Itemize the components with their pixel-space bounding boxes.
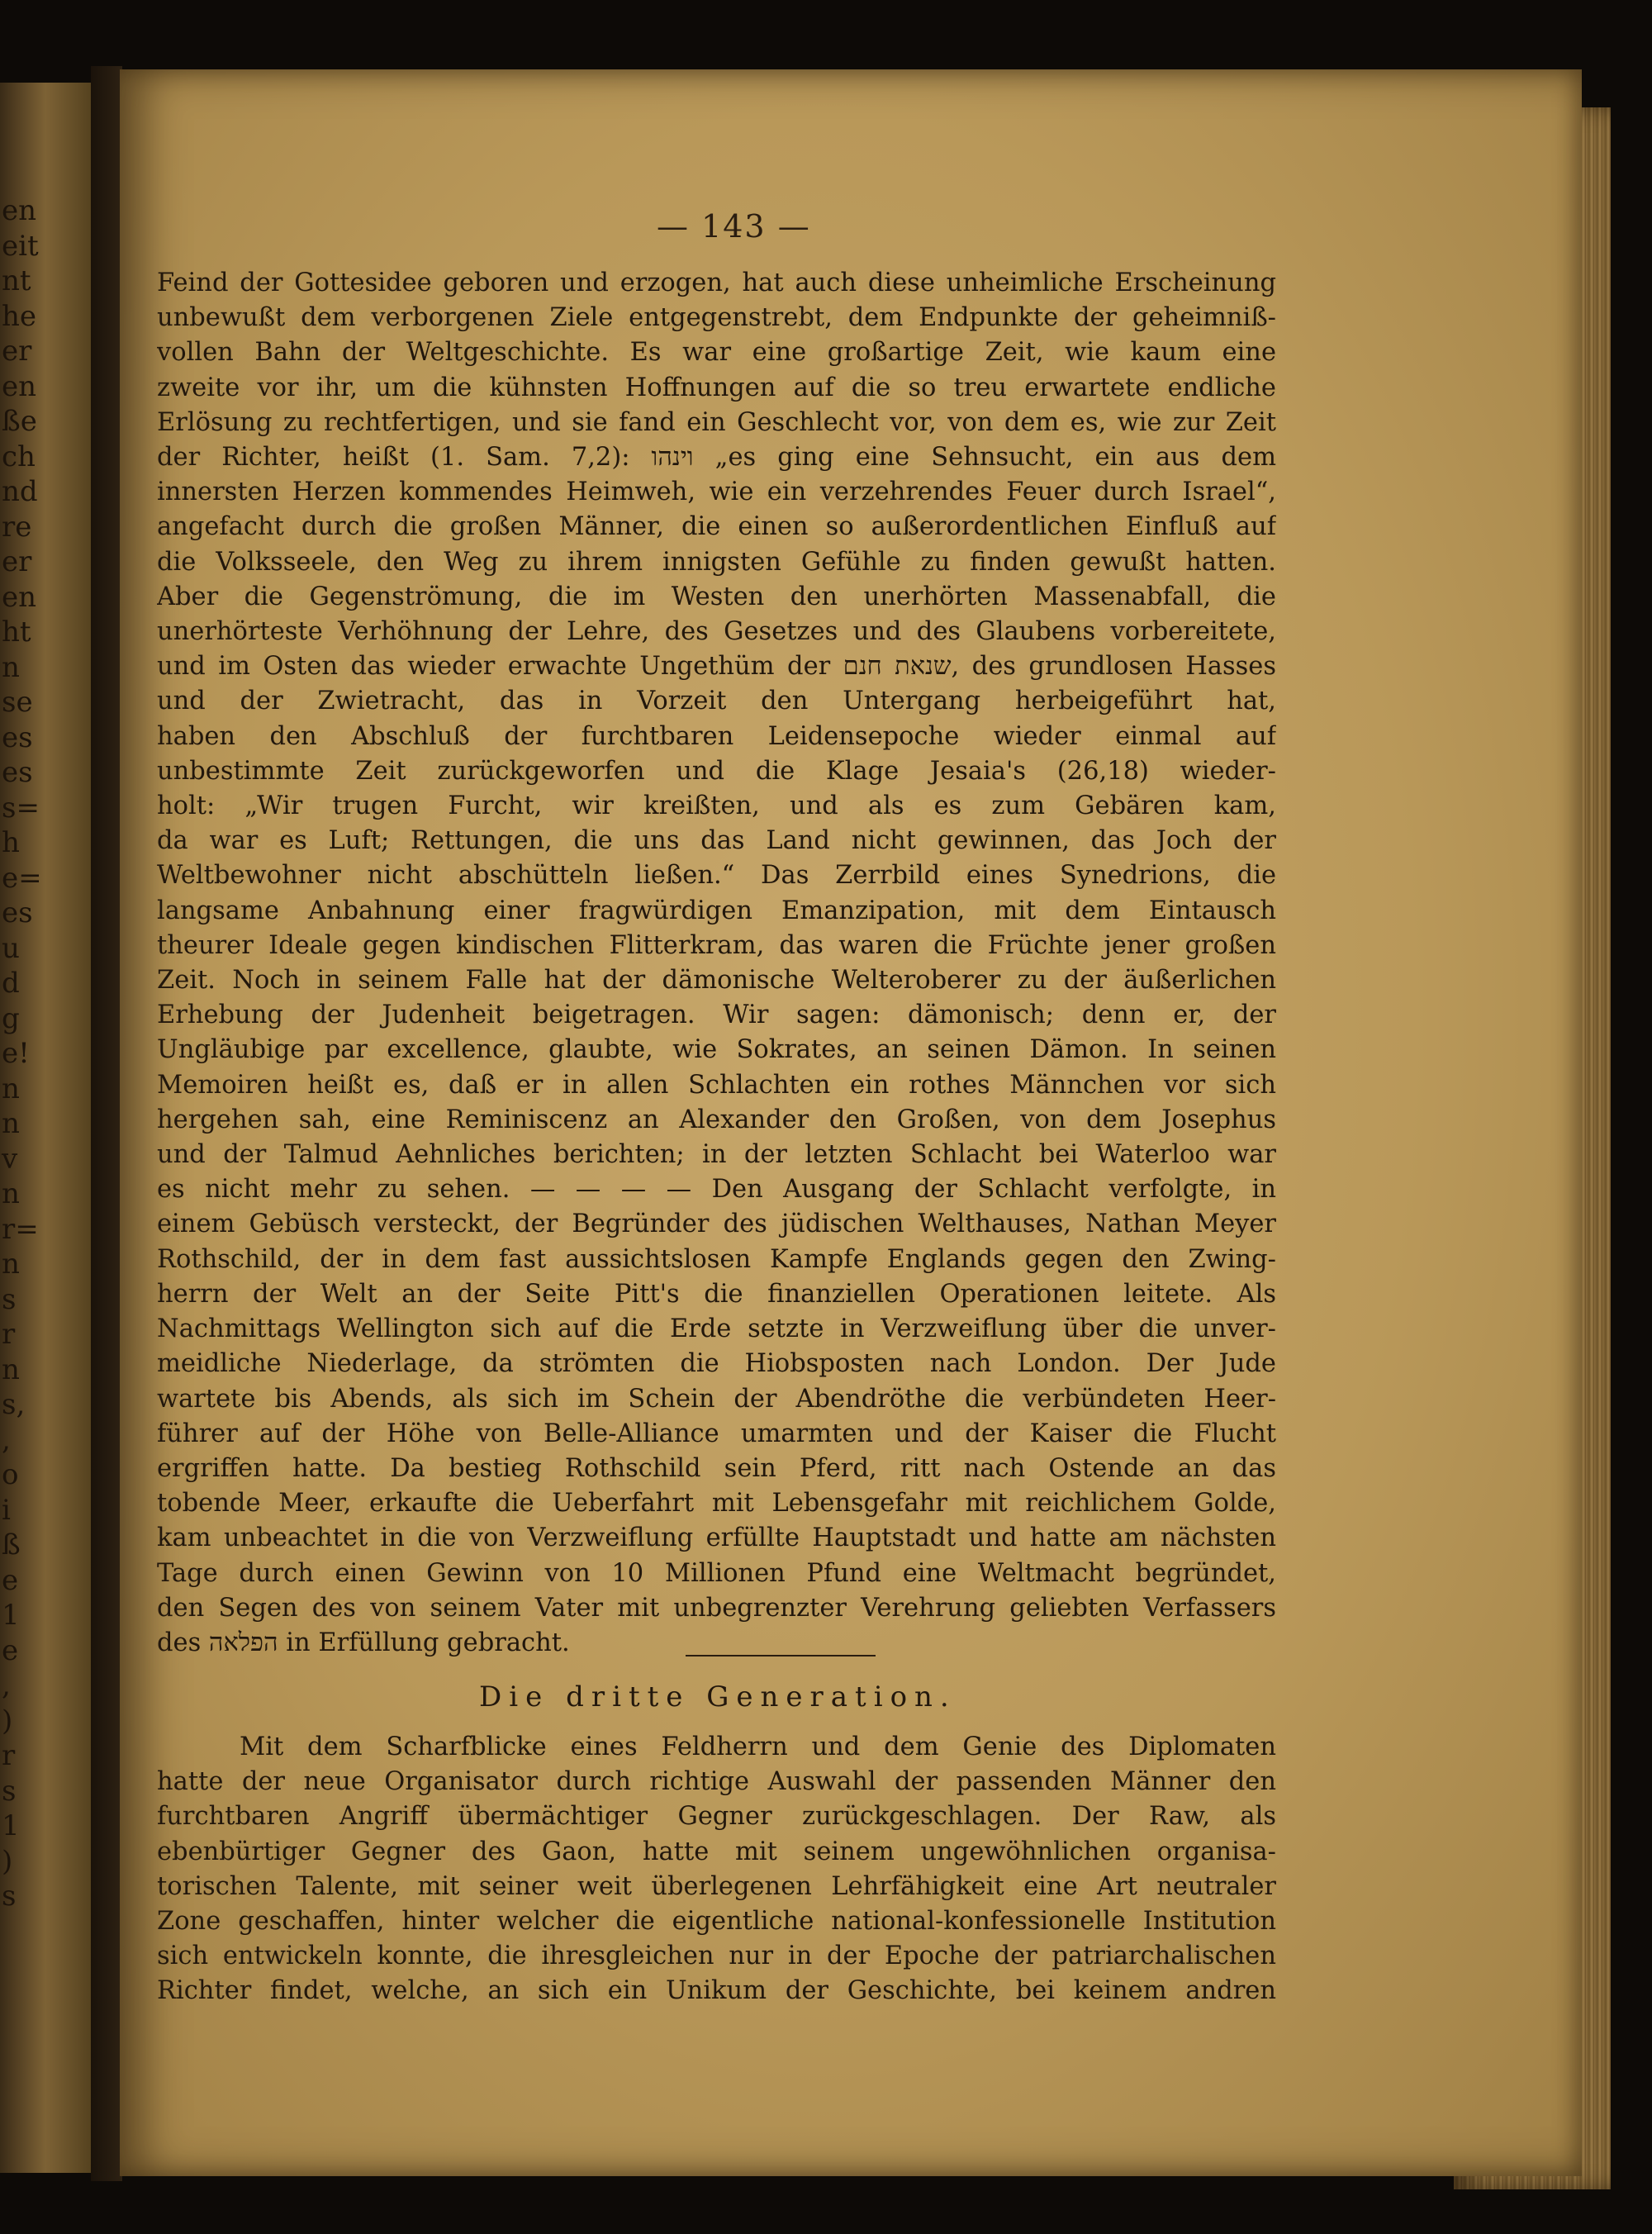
text-line: kam unbeachtet in die von Verzweiflung erfüllte Hauptstadt und hatte am nächsten bbox=[157, 1523, 1276, 1553]
text-line: Zeit. Noch in seinem Falle hat der dämonische Welteroberer zu der äußerlichen bbox=[157, 966, 1276, 996]
previous-page-fragment: u bbox=[2, 931, 20, 965]
text-line: Memoiren heißt es, daß er in allen Schlachten ein rothes Männchen vor sich bbox=[157, 1070, 1276, 1100]
body-text bbox=[157, 266, 1276, 1661]
section-body-text bbox=[157, 1730, 1276, 2009]
previous-page-fragment: , bbox=[2, 1423, 11, 1457]
text-line: herrn der Welt an der Seite Pitt's die finanziellen Operationen leitete. Als bbox=[157, 1279, 1276, 1309]
previous-page-fragment: ß bbox=[2, 1528, 21, 1561]
text-line: innersten Herzen kommendes Heimweh, wie ein verzehrendes Feuer durch Israel“, bbox=[157, 478, 1276, 507]
previous-page-fragment: s bbox=[2, 1774, 17, 1808]
text-line: Aber die Gegenströmung, die im Westen den unerhörten Massenabfall, die bbox=[157, 582, 1276, 611]
text-line: torischen Talente, mit seiner weit überlegenen Lehrfähigkeit eine Art neutraler bbox=[157, 1871, 1276, 1901]
text-line: furchtbaren Angriff übermächtiger Gegner zurückgeschlagen. Der Raw, als bbox=[157, 1802, 1276, 1832]
previous-page-fragment: n bbox=[2, 1072, 20, 1105]
previous-page-fragment: r bbox=[2, 1739, 16, 1772]
previous-page-fragment: d bbox=[2, 967, 20, 1000]
previous-page-fragment: he bbox=[2, 299, 37, 333]
text-line: zweite vor ihr, um die kühnsten Hoffnungen auf die so treu erwartete endliche bbox=[157, 373, 1276, 402]
text-line: führer auf der Höhe von Belle-Alliance umarmten und der Kaiser die Flucht bbox=[157, 1419, 1276, 1448]
text-line: Richter findet, welche, an sich ein Unikum der Geschichte, bei keinem andren bbox=[157, 1976, 1276, 2006]
text-line: sich entwickeln konnte, die ihresgleichen nur in der Epoche der patriarchalischen bbox=[157, 1942, 1276, 1971]
text-line: Tage durch einen Gewinn von 10 Millionen Pfund eine Weltmacht begründet, bbox=[157, 1558, 1276, 1588]
text-line: unbewußt dem verborgenen Ziele entgegenstrebt, dem Endpunkte der geheimniß- bbox=[157, 303, 1276, 333]
text-line: und im Osten das wieder erwachte Ungethüm der שנאת חנם, des grundlosen Hasses bbox=[157, 652, 1276, 682]
text-line: Zone geschaffen, hinter welcher die eigentliche national-konfessionelle Institution bbox=[157, 1907, 1276, 1937]
previous-page-fragment: s= bbox=[2, 791, 40, 825]
text-line: einem Gebüsch versteckt, der Begründer des jüdischen Welthauses, Nathan Meyer bbox=[157, 1210, 1276, 1239]
text-line: Nachmittags Wellington sich auf die Erde setzte in Verzweiflung über die unver- bbox=[157, 1314, 1276, 1344]
previous-page-fragment: n bbox=[2, 1107, 20, 1140]
previous-page-fragment: n bbox=[2, 1352, 20, 1386]
previous-page-fragment: er bbox=[2, 335, 32, 368]
text-line: angefacht durch die großen Männer, die einen so außerordentlichen Einfluß auf bbox=[157, 512, 1276, 542]
text-line: ergriffen hatte. Da bestieg Rothschild sein Pferd, ritt nach Ostende an das bbox=[157, 1453, 1276, 1483]
previous-page-fragment: eit bbox=[2, 229, 39, 263]
text-line: vollen Bahn der Weltgeschichte. Es war eine großartige Zeit, wie kaum eine bbox=[157, 338, 1276, 368]
text-line: theurer Ideale gegen kindischen Flitterkram, das waren die Früchte jener großen bbox=[157, 930, 1276, 960]
text-line: Rothschild, der in dem fast aussichtslosen Kampfe Englands gegen den Zwing- bbox=[157, 1244, 1276, 1274]
previous-page-fragment: r bbox=[2, 1318, 16, 1351]
page-number: — 143 — bbox=[657, 208, 811, 245]
text-line: des הפלאה in Erfüllung gebracht. bbox=[157, 1628, 570, 1657]
previous-page-fragment: en bbox=[2, 194, 37, 227]
previous-page-edge bbox=[0, 83, 91, 2173]
previous-page-fragment: e! bbox=[2, 1037, 30, 1070]
previous-page-fragment: e bbox=[2, 1563, 19, 1597]
text-line: ebenbürtiger Gegner des Gaon, hatte mit seinem ungewöhnlichen organisa- bbox=[157, 1837, 1276, 1866]
book-gutter bbox=[91, 66, 122, 2181]
text-line: Weltbewohner nicht abschütteln ließen.“ Das Zerrbild eines Synedrions, die bbox=[157, 861, 1276, 891]
previous-page-fragment: n bbox=[2, 1248, 20, 1281]
text-line: und der Talmud Aehnliches berichten; in der letzten Schlacht bei Waterloo war bbox=[157, 1140, 1276, 1170]
previous-page-fragment: n bbox=[2, 650, 20, 684]
text-line: unerhörteste Verhöhnung der Lehre, des Gesetzes und des Glaubens vorbereitete, bbox=[157, 617, 1276, 647]
previous-page-fragment: o bbox=[2, 1458, 19, 1491]
text-line: haben den Abschluß der furchtbaren Leidensepoche wieder einmal auf bbox=[157, 721, 1276, 751]
previous-page-fragment: ) bbox=[2, 1844, 13, 1878]
previous-page-fragment: re bbox=[2, 510, 32, 544]
text-line: Erhebung der Judenheit beigetragen. Wir sagen: dämonisch; denn er, der bbox=[157, 1001, 1276, 1030]
previous-page-fragment: s bbox=[2, 1282, 17, 1316]
text-line: den Segen des von seinem Vater mit unbegrenzter Verehrung geliebten Verfassers bbox=[157, 1593, 1276, 1623]
previous-page-fragment: s bbox=[2, 1880, 17, 1913]
previous-page-fragment: nt bbox=[2, 264, 31, 297]
previous-page-fragment: en bbox=[2, 580, 37, 614]
previous-page-fragment: ße bbox=[2, 405, 37, 438]
previous-page-fragment: n bbox=[2, 1177, 20, 1210]
previous-page-fragment: ) bbox=[2, 1704, 13, 1737]
text-line: unbestimmte Zeit zurückgeworfen und die Klage Jesaia's (26,18) wieder- bbox=[157, 756, 1276, 786]
previous-page-fragment: i bbox=[2, 1493, 11, 1527]
text-line: es nicht mehr zu sehen. — — — — Den Ausgang der Schlacht verfolgte, in bbox=[157, 1175, 1276, 1205]
previous-page-fragment: , bbox=[2, 1669, 11, 1702]
text-line: hatte der neue Organisator durch richtige Auswahl der passenden Männer den bbox=[157, 1767, 1276, 1797]
text-line: wartete bis Abends, als sich im Schein der Abendröthe die verbündeten Heer- bbox=[157, 1384, 1276, 1414]
text-line: langsame Anbahnung einer fragwürdigen Emanzipation, mit dem Eintausch bbox=[157, 896, 1276, 925]
previous-page-fragment: g bbox=[2, 1001, 20, 1035]
section-divider bbox=[686, 1655, 876, 1656]
previous-page-fragment: v bbox=[2, 1142, 18, 1176]
text-line: tobende Meer, erkaufte die Ueberfahrt mit Lebensgefahr mit reichlichem Golde, bbox=[157, 1489, 1276, 1519]
previous-page-fragment: e= bbox=[2, 861, 42, 895]
previous-page-fragment: er bbox=[2, 545, 32, 578]
previous-page-fragment: es bbox=[2, 720, 33, 754]
text-line: und der Zwietracht, das in Vorzeit den Untergang herbeigeführt hat, bbox=[157, 687, 1276, 716]
text-line: die Volksseele, den Weg zu ihrem innigsten Gefühle zu finden gewußt hatten. bbox=[157, 547, 1276, 577]
previous-page-fragment: ch bbox=[2, 440, 36, 473]
text-line: meidliche Niederlage, da strömten die Hiobsposten nach London. Der Jude bbox=[157, 1349, 1276, 1379]
text-line: hergehen sah, eine Reminiscenz an Alexander den Großen, von dem Josephus bbox=[157, 1105, 1276, 1134]
section-heading: Die dritte Generation. bbox=[479, 1680, 957, 1714]
text-line: Erlösung zu rechtfertigen, und sie fand ein Geschlecht vor, von dem es, wie zur Zeit bbox=[157, 407, 1276, 437]
previous-page-fragment: nd bbox=[2, 475, 38, 508]
previous-page-fragment: es bbox=[2, 756, 33, 789]
text-line: Ungläubige par excellence, glaubte, wie Sokrates, an seinen Dämon. In seinen bbox=[157, 1035, 1276, 1065]
text-line: Feind der Gottesidee geboren und erzogen, hat auch diese unheimliche Erscheinung bbox=[157, 269, 1276, 297]
text-line: holt: „Wir trugen Furcht, wir kreißten, und als es zum Gebären kam, bbox=[157, 791, 1276, 821]
text-line: der Richter, heißt (1. Sam. 7,2): וינהו „es ging eine Sehnsucht, ein aus dem bbox=[157, 443, 1276, 473]
previous-page-fragment: en bbox=[2, 369, 37, 403]
previous-page-fragment: h bbox=[2, 826, 20, 859]
text-line: Mit dem Scharfblicke eines Feldherrn und dem Genie des Diplomaten bbox=[240, 1733, 1276, 1761]
previous-page-fragment: se bbox=[2, 686, 33, 719]
previous-page-fragment: es bbox=[2, 896, 33, 929]
text-line: da war es Luft; Rettungen, die uns das Land nicht gewinnen, das Joch der bbox=[157, 826, 1276, 856]
previous-page-fragment: s, bbox=[2, 1388, 26, 1421]
previous-page-fragment: 1 bbox=[2, 1599, 20, 1632]
previous-page-fragment: e bbox=[2, 1633, 19, 1667]
previous-page-fragment: ht bbox=[2, 616, 31, 649]
previous-page-fragment: 1 bbox=[2, 1809, 20, 1842]
previous-page-fragment: r= bbox=[2, 1212, 39, 1246]
